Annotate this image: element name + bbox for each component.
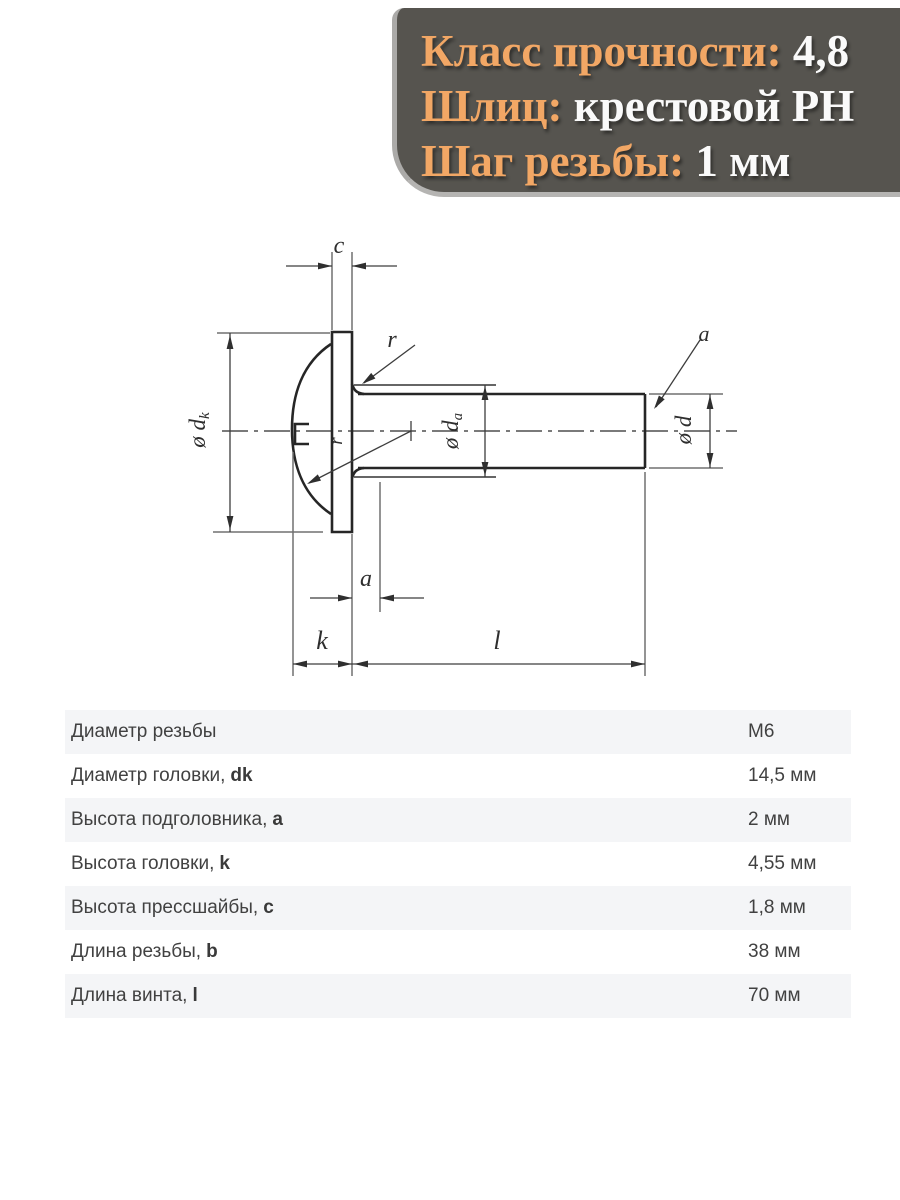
- leader-a-label: a: [698, 321, 710, 346]
- leader-a-top: [654, 321, 710, 409]
- spec-label: Высота прессшайбы,: [71, 897, 259, 918]
- screw-head-outline: [292, 332, 352, 532]
- spec-symbol: c: [263, 897, 274, 918]
- drive-type-label: Шлиц:: [421, 81, 563, 131]
- spec-value: 70 мм: [748, 985, 801, 1006]
- spec-value: 38 мм: [748, 941, 801, 962]
- dim-k: [293, 626, 352, 667]
- table-row: [65, 710, 851, 754]
- extension-lines-bottom: [293, 452, 645, 676]
- dim-phi-da-label: ø da: [438, 412, 466, 450]
- table-row: [65, 754, 851, 798]
- table-row: [65, 974, 851, 1018]
- dim-phi-dk-label: ø dk: [185, 412, 213, 448]
- dim-a-label: a: [360, 566, 372, 592]
- dim-c-label: c: [333, 233, 345, 259]
- spec-value: М6: [748, 721, 775, 742]
- spec-value: 4,55 мм: [748, 853, 817, 874]
- thread-pitch-label: Шаг резьбы:: [421, 136, 685, 186]
- spec-label: Длина винта,: [71, 985, 188, 1006]
- spec-value: 2 мм: [748, 809, 790, 830]
- spec-symbol: b: [206, 941, 218, 962]
- spec-label: Диаметр резьбы: [71, 721, 217, 742]
- spec-symbol: a: [272, 809, 283, 830]
- leader-r-label: r: [387, 327, 397, 353]
- dim-a-bottom: [310, 566, 424, 601]
- table-row: [65, 930, 851, 974]
- spec-symbol: k: [219, 853, 230, 874]
- table-row: [65, 886, 851, 930]
- thread-pitch-value: 1 мм: [695, 136, 791, 186]
- spec-symbol: dk: [230, 765, 253, 786]
- drive-type-value: крестовой PH: [573, 81, 855, 131]
- spec-value: 1,8 мм: [748, 897, 806, 918]
- spec-table: [65, 710, 851, 1018]
- strength-class-value: 4,8: [792, 26, 850, 76]
- spec-symbol: l: [192, 985, 198, 1006]
- spec-label: Высота подголовника,: [71, 809, 268, 830]
- leader-r-top: [362, 327, 415, 384]
- spec-label: Высота головки,: [71, 853, 215, 874]
- dim-phi-dk: [185, 333, 330, 532]
- dim-l: [352, 626, 645, 667]
- dim-l-label: l: [493, 626, 501, 655]
- dim-phi-d-label: ø d: [671, 415, 696, 445]
- dim-c: [286, 233, 397, 330]
- strength-class-label: Класс прочности:: [421, 26, 782, 76]
- table-row: [65, 798, 851, 842]
- spec-label: Длина резьбы,: [71, 941, 202, 962]
- spec-value: 14,5 мм: [748, 765, 817, 786]
- leader-r-inner-label: r: [326, 437, 347, 445]
- dim-k-label: k: [316, 626, 328, 655]
- table-row: [65, 842, 851, 886]
- spec-label: Диаметр головки,: [71, 765, 226, 786]
